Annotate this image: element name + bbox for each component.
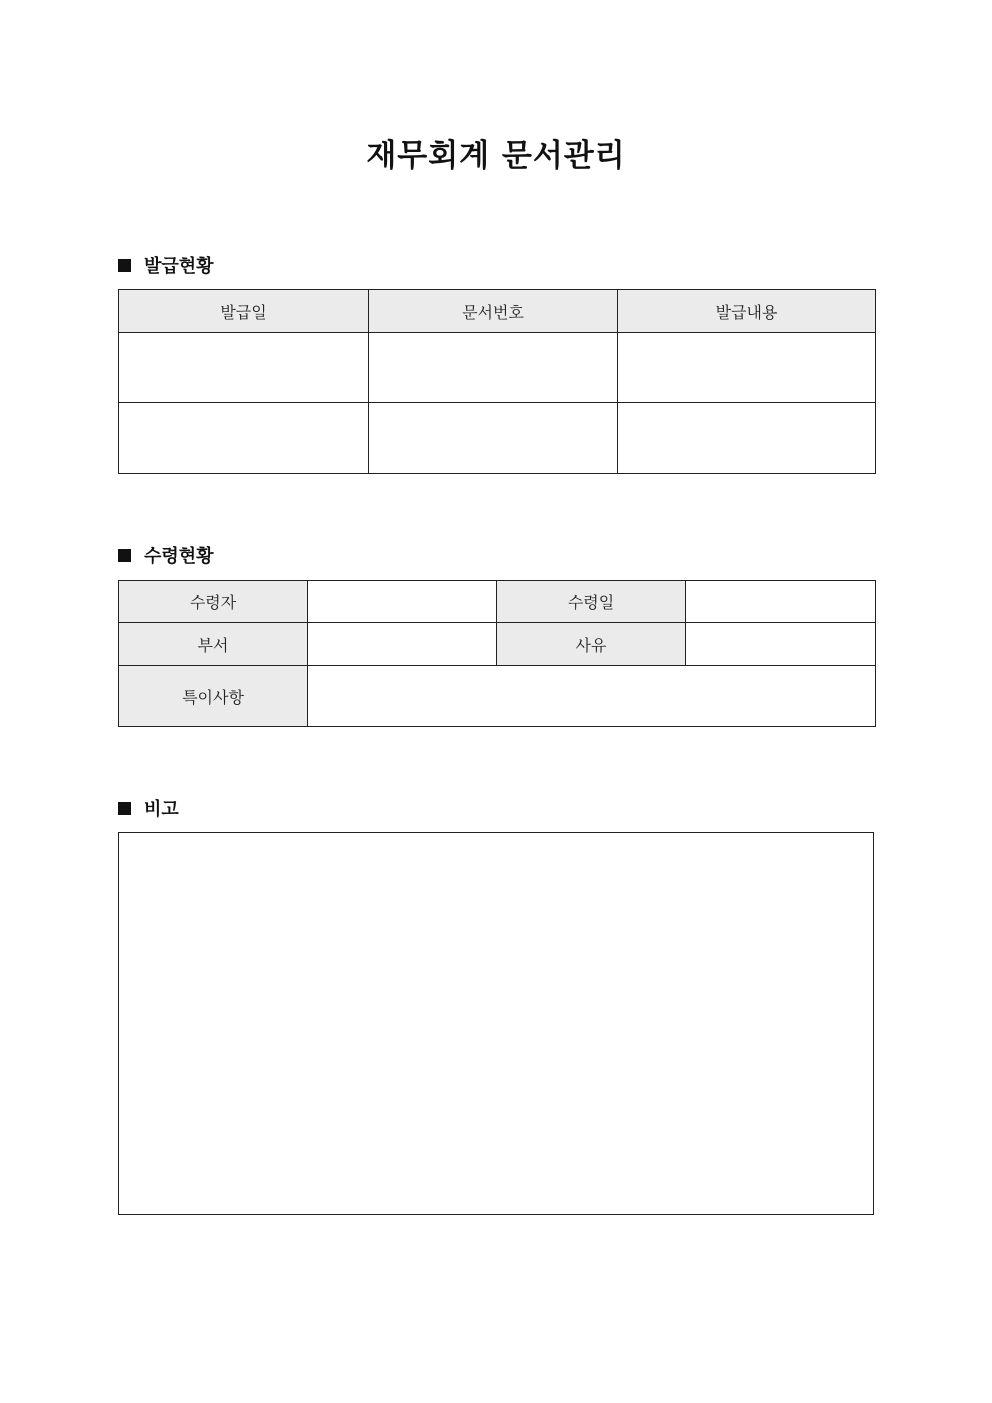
table-row [119, 666, 876, 727]
receipt-section-heading [118, 543, 214, 567]
special-notes-label: 특이사항 [119, 666, 308, 727]
square-bullet-icon [118, 549, 131, 562]
department-label: 부서 [119, 623, 308, 666]
square-bullet-icon [118, 259, 131, 272]
receipt-heading-label: 수령현황 [144, 546, 214, 567]
reason-field[interactable] [686, 623, 876, 666]
issue-date-cell[interactable] [119, 333, 369, 403]
page-title: 재무회계 문서관리 [366, 138, 626, 174]
special-notes-field[interactable] [308, 666, 876, 727]
issue-date-cell[interactable] [119, 403, 369, 474]
document-number-cell[interactable] [369, 333, 618, 403]
table-row [119, 403, 876, 474]
recipient-label: 수령자 [119, 581, 308, 623]
column-header-issue-date: 발급일 [119, 290, 369, 333]
reason-label: 사유 [497, 623, 686, 666]
table-row [119, 581, 876, 623]
table-row [119, 623, 876, 666]
issuance-header-row [119, 290, 876, 333]
department-field[interactable] [308, 623, 497, 666]
issuance-table [118, 289, 876, 474]
square-bullet-icon [118, 802, 131, 815]
issuance-heading-label: 발급현황 [144, 256, 214, 277]
column-header-document-number: 문서번호 [369, 290, 618, 333]
receipt-date-field[interactable] [686, 581, 876, 623]
column-header-issue-content: 발급내용 [618, 290, 876, 333]
table-row [119, 333, 876, 403]
remarks-field[interactable] [118, 832, 874, 1215]
issue-content-cell[interactable] [618, 403, 876, 474]
receipt-table [118, 580, 876, 727]
issuance-section-heading [118, 253, 214, 277]
issue-content-cell[interactable] [618, 333, 876, 403]
remarks-section-heading [118, 796, 179, 820]
document-number-cell[interactable] [369, 403, 618, 474]
remarks-heading-label: 비고 [144, 799, 179, 820]
recipient-field[interactable] [308, 581, 497, 623]
receipt-date-label: 수령일 [497, 581, 686, 623]
